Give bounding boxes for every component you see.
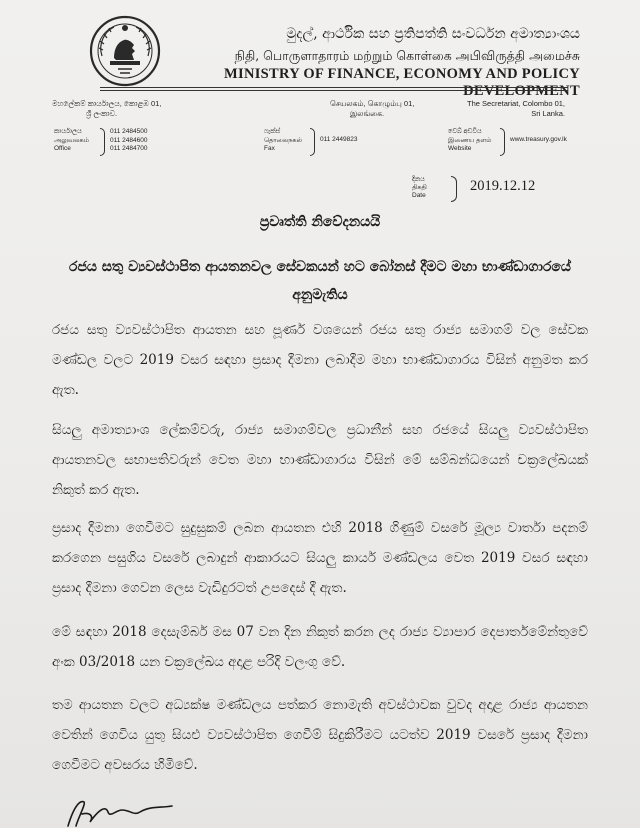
address-sinhala [52,99,202,119]
document-title: ප්‍රවෘත්ති නිවේදනයයි [259,214,381,230]
address-sinhala-line-2: ශ්‍රී ලංකාව. [86,109,118,118]
office-number-1: 011 2484500 [110,128,148,135]
document-subtitle: රජය සතු ව්‍යවස්ථාපිත ආයතනවල සේවකයන් හට බෝනස් දීමට මහා භාණ්ඩාගාරයේ අනුමැතිය [68,259,571,303]
body-paragraph-5: තම ආයතන වලට අධ්‍යක්ෂ මණ්ඩලය පත්කර නොමැති අවස්ථාවක වුවද අදාළ රාජ්‍ය ආයතන වෙතින් ගෙවිය යුතු සියළු ව්‍යවස්ථාපිත ගෙවීම් සිදුකිරීමට යටත්ව 2019 වසරේ ප්‍රසාද දීමනා ගෙවීමට අවසරය හිමිවේ. [52,697,588,773]
office-label-english: Office [54,145,71,152]
fax-label-tamil: தொலைநகல் [264,136,302,144]
body-paragraph-2: සියලු අමාත්‍යාංශ ලේකම්වරු, රාජ්‍ය සමාගම්වල ප්‍රධානීන් සහ රජයේ සියලු ව්‍යවස්ථාපිත ආයතනවල සභාපතිවරුන් වෙත මහා භාණ්ඩාගාරය විසින් මේ සම්බන්ධයෙන් චක්‍රලේඛයක් නිකුත් කර ඇත. [52,422,588,498]
body-paragraph-3: ප්‍රසාද දීමනා ගෙවීමට සුදුසුකම් ලබන ආයතන එහි 2018 ගිණුම් වසරේ මූල්‍ය වාර්තා පදනම් කරගෙන පසුගිය වසරේ ලබාදුන් ආකාරයට සියලු කාර්ය මණ්ඩලය වෙත 2019 වසර සඳහා ප්‍රසාද දීමනා ගෙවන ලෙස වැඩිදුරටත් උපදෙස් දී ඇත. [52,520,588,596]
address-english [440,99,565,119]
address-tamil [330,99,450,119]
address-tamil-line-1: செயலகம், கொழும்பு 01, [330,99,415,108]
fax-label-sinhala: ෆැක්ස් [264,128,281,135]
fax-label-english: Fax [264,145,275,152]
ministry-name-english: MINISTRY OF FINANCE, ECONOMY AND POLICY DEVELOPMENT [224,66,580,99]
website-label-tamil: இணைய தளம் [448,136,492,144]
date-labels [412,176,427,200]
office-labels [54,128,89,154]
sri-lanka-emblem-icon [88,14,162,88]
header-divider [100,87,568,88]
date-brace [451,176,457,202]
signature-mark [60,796,190,828]
date-label-tamil: திகதி [412,184,427,191]
address-english-line-2: Sri Lanka. [531,109,565,118]
office-label-tamil: அலுவலகம் [54,136,89,144]
address-tamil-line-2: இலங்கை. [350,109,385,118]
header-divider-thin [100,90,568,91]
body-paragraph-4: මේ සඳහා 2018 දෙසැම්බර් මස 07 වන දින නිකුත් කරන ලද රාජ්‍ය ව්‍යාපාර දෙපාර්තමේන්තුවේ අංක 03/2018 යන චක්‍රලේඛය අදාළ පරිදි වලංගු වේ. [52,624,588,670]
date-label-english: Date [412,192,426,199]
office-label-sinhala: කාර්යාලය [54,128,82,135]
website-labels [448,128,491,154]
fax-number: 011 2449823 [320,136,358,143]
address-english-line-1: The Secretariat, Colombo 01, [467,99,565,108]
office-numbers [110,128,147,154]
fax-labels [264,128,302,154]
office-number-2: 011 2484600 [110,136,148,144]
ministry-name-tamil: நிதி, பொருளாதாரம் மற்றும் கொள்கை அபிவிருத்தி அமைச்சு [234,48,580,63]
date-value: 2019.12.12 [470,178,536,194]
address-sinhala-line-1: මහලේකම් කාර්යාලය, කොළඹ 01, [52,99,162,108]
date-label-sinhala: දිනය [412,176,425,183]
website-link[interactable]: www.treasury.gov.lk [510,136,567,143]
fax-brace [310,128,315,156]
body-paragraph-1: රජය සතු ව්‍යවස්ථාපිත ආයතන සහ පූර්ණ වශයෙන් රජය සතු රාජ්‍ය සමාගම් වල සේවක මණ්ඩල වලට 2019 වසර සඳහා ප්‍රසාද දීමනා ලබාදීම මහා භාණ්ඩාගාරය විසින් අනුමත කර ඇත. [52,322,588,398]
website-label-english: Website [448,145,472,152]
office-number-3: 011 2484700 [110,145,148,152]
website-brace [500,128,505,156]
website-label-sinhala: වෙබ් අඩවිය [448,128,482,135]
office-brace [100,128,105,156]
ministry-name-sinhala: මුදල්, ආර්ථික සහ ප්‍රතිපත්ති සංවර්ධන අමාත්‍යාංශය [286,26,580,42]
